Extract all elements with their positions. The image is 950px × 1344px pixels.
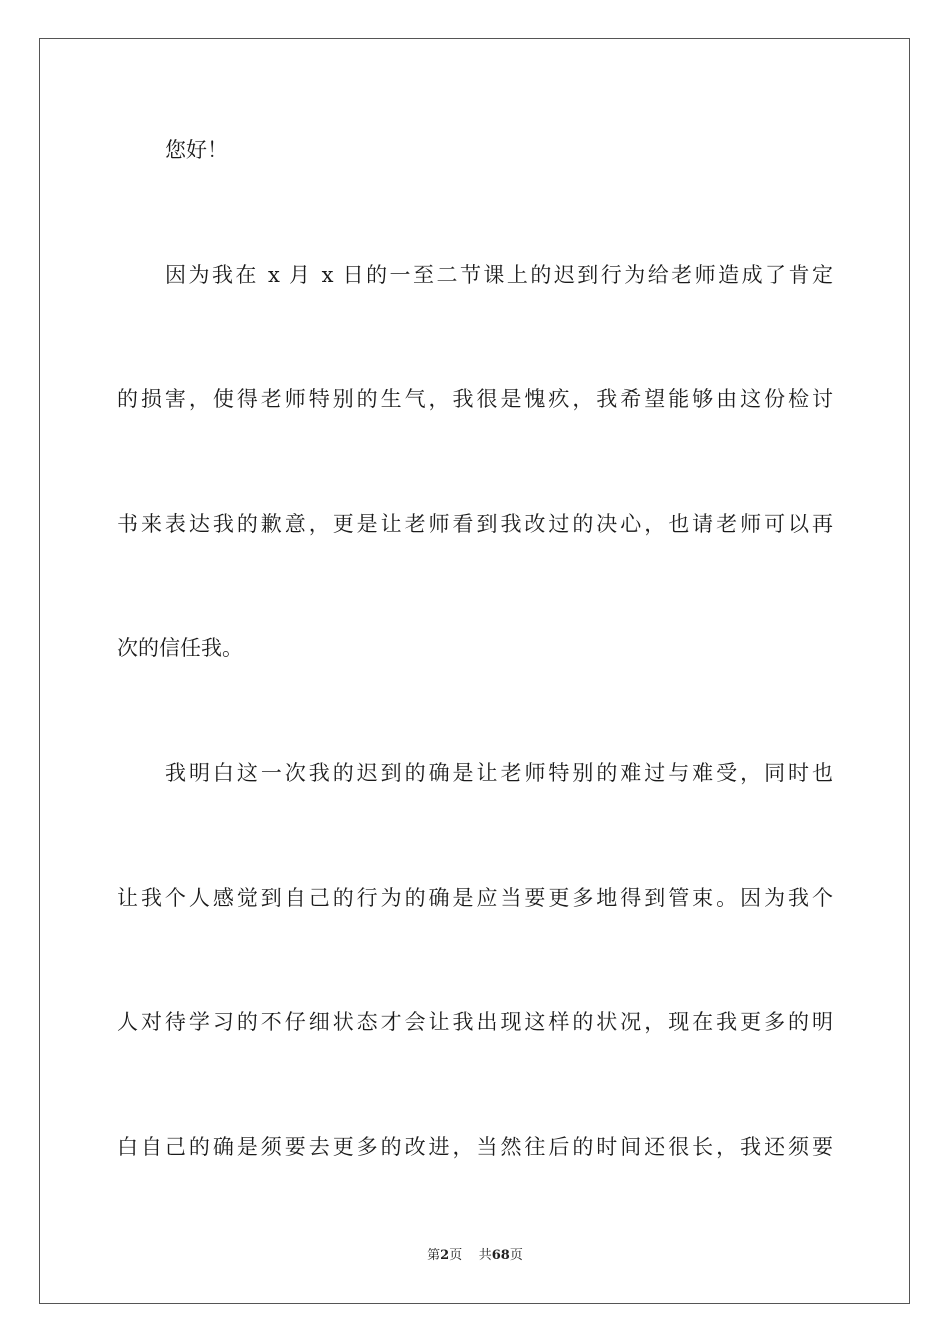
footer-total-pages: 68: [491, 1248, 510, 1263]
body-line-6: 让我个人感觉到自己的行为的确是应当要更多地得到管束。因为我个: [117, 886, 833, 910]
body-line-4: 次的信任我。: [117, 636, 243, 660]
body-line-3: 书来表达我的歉意，更是让老师看到我改过的决心，也请老师可以再: [117, 512, 833, 536]
footer-page-prefix: 第: [427, 1248, 441, 1263]
page-border: [39, 38, 910, 1304]
footer-total-suffix: 页: [509, 1248, 523, 1263]
body-line-2: 的损害，使得老师特别的生气，我很是愧疚，我希望能够由这份检讨: [117, 387, 833, 411]
body-line-7: 人对待学习的不仔细状态才会让我出现这样的状况，现在我更多的明: [117, 1010, 833, 1034]
body-line-1: 因为我在 x 月 x 日的一至二节课上的迟到行为给老师造成了肯定: [165, 263, 833, 287]
greeting-line: 您好！: [165, 138, 228, 162]
footer-page-suffix: 页: [449, 1248, 463, 1263]
page-footer: [0, 1247, 950, 1265]
body-line-8: 白自己的确是须要去更多的改进，当然往后的时间还很长，我还须要: [117, 1135, 833, 1159]
body-line-5: 我明白这一次我的迟到的确是让老师特别的难过与难受，同时也: [165, 761, 833, 785]
footer-page-number: 2: [440, 1248, 450, 1263]
footer-total-prefix: 共: [478, 1248, 492, 1263]
